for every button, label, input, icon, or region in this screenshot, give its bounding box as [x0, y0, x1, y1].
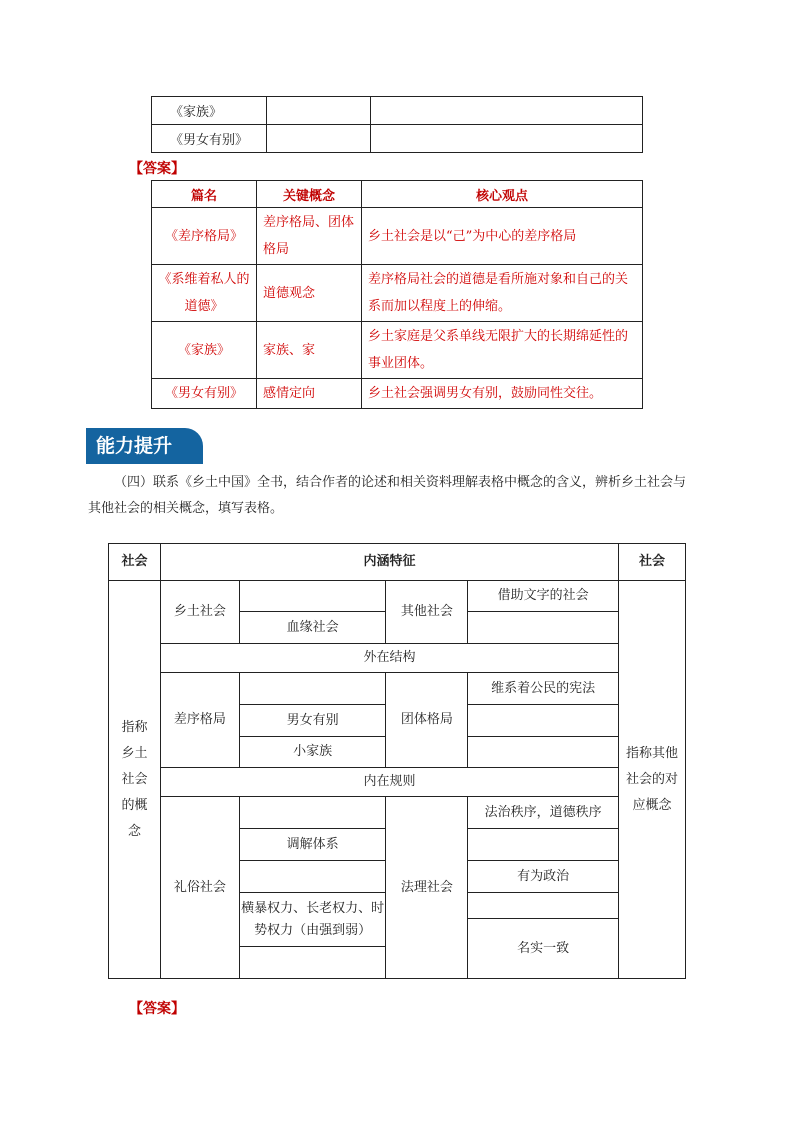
question-text: [88, 470, 720, 522]
table-cell: 《男女有别》: [152, 379, 257, 409]
table-cell: 小家族: [239, 737, 386, 768]
column-header: 核心观点: [362, 181, 643, 208]
table-cell: 男女有别: [239, 705, 386, 737]
table-row: [109, 797, 686, 813]
blank-cell[interactable]: [468, 705, 619, 737]
answer-label: 【答案】: [129, 1001, 185, 1017]
table-cell: 调解体系: [239, 829, 386, 861]
table-cell: 法治秩序，道德秩序: [468, 797, 619, 829]
cell-text: 横暴权力、长老权力、时势权力（由强到弱）: [241, 900, 385, 938]
answer-table: [151, 180, 643, 409]
table-cell: 维系着公民的宪法: [468, 673, 619, 705]
table-cell: 血缘社会: [239, 612, 386, 644]
left-concept-text: 指称乡土社会的概念: [121, 719, 148, 839]
table-cell: 差序格局社会的道德是看所施对象和自己的关系而加以程度上的伸缩。: [362, 265, 643, 322]
table-cell: 差序格局: [160, 673, 239, 768]
blank-cell[interactable]: [468, 893, 619, 919]
column-header: 内涵特征: [160, 544, 618, 581]
main-table: [108, 543, 686, 979]
table-cell: 乡土家庭是父系单线无限扩大的长期绵延性的事业团体。: [362, 322, 643, 379]
table-cell: 有为政治: [468, 861, 619, 893]
blank-cell[interactable]: [239, 673, 386, 705]
table-cell: 乡土社会强调男女有别，鼓励同性交往。: [362, 379, 643, 409]
table-cell: [371, 125, 643, 153]
left-concept-cell: [109, 581, 161, 979]
table-row: [152, 265, 643, 322]
table-row: [109, 644, 686, 673]
right-concept-cell: [619, 581, 686, 979]
table-cell: 道德观念: [257, 265, 362, 322]
table-cell: 家族、家: [257, 322, 362, 379]
table-row: [152, 125, 643, 153]
blank-cell[interactable]: [239, 947, 386, 979]
table-row: [152, 379, 643, 409]
table-cell: 借助文字的社会: [468, 581, 619, 612]
column-header: 篇名: [152, 181, 257, 208]
table-cell: 感情定向: [257, 379, 362, 409]
table-cell: 名实一致: [468, 919, 619, 979]
table-cell: 乡土社会是以“己”为中心的差序格局: [362, 208, 643, 265]
table-row: [152, 208, 643, 265]
table-cell: 礼俗社会: [160, 797, 239, 979]
blank-cell[interactable]: [239, 797, 386, 829]
column-header: 社会: [619, 544, 686, 581]
question-line: 其他社会的相关概念，填写表格。: [88, 501, 284, 516]
table-cell: 《家族》: [152, 322, 257, 379]
table-cell: 《家族》: [152, 97, 267, 125]
answer-label: 【答案】: [129, 161, 185, 177]
blank-cell[interactable]: [468, 612, 619, 644]
table-cell: 差序格局、团体格局: [257, 208, 362, 265]
table-cell: [239, 893, 386, 947]
table-row: [152, 322, 643, 379]
table-header-row: [109, 544, 686, 581]
table-cell: [267, 97, 371, 125]
section-title: 能力提升: [86, 428, 203, 464]
column-header: 社会: [109, 544, 161, 581]
table-cell: [371, 97, 643, 125]
table-header-row: [152, 181, 643, 208]
table-cell: 《男女有别》: [152, 125, 267, 153]
table-row: [109, 768, 686, 797]
table-cell: 法理社会: [386, 797, 468, 979]
section-row: 内在规则: [160, 768, 618, 797]
blank-cell[interactable]: [468, 737, 619, 768]
column-header: 关键概念: [257, 181, 362, 208]
table-row: [152, 97, 643, 125]
table-cell: 其他社会: [386, 581, 468, 644]
top-table: [151, 96, 643, 153]
blank-cell[interactable]: [239, 581, 386, 612]
blank-cell[interactable]: [468, 829, 619, 861]
table-cell: 乡土社会: [160, 581, 239, 644]
table-cell: [267, 125, 371, 153]
table-cell: 团体格局: [386, 673, 468, 768]
section-row: 外在结构: [160, 644, 618, 673]
table-cell: 《差序格局》: [152, 208, 257, 265]
table-cell: 《系维着私人的道德》: [152, 265, 257, 322]
blank-cell[interactable]: [239, 861, 386, 893]
table-row: [109, 581, 686, 612]
question-line: （四）联系《乡土中国》全书，结合作者的论述和相关资料理解表格中概念的含义，辨析乡土社会与: [114, 475, 687, 490]
right-concept-text: 指称其他社会的对应概念: [626, 745, 679, 813]
table-row: [109, 673, 686, 705]
